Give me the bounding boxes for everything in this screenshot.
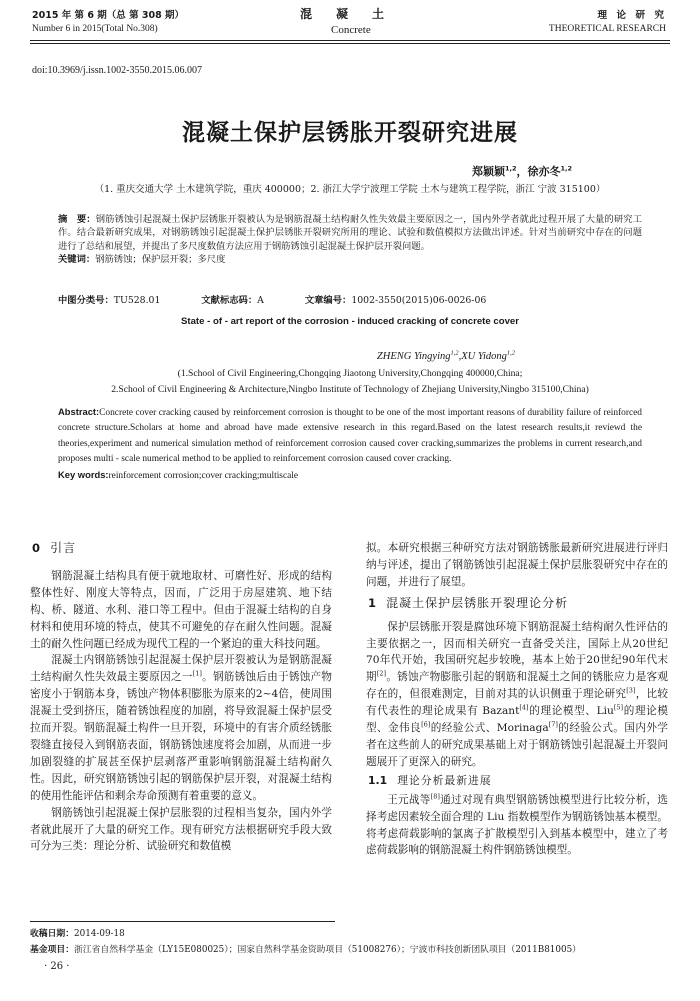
left-column bbox=[30, 540, 332, 855]
subsection-1-1-paragraph bbox=[366, 792, 668, 860]
author-1-affil: 1,2 bbox=[504, 164, 517, 173]
s11-text-a: 王元战等 bbox=[387, 793, 431, 806]
english-affiliation-1: (1.School of Civil Engineering,Chongqing Jiaotong University,Chongqing 400000,China; bbox=[177, 368, 523, 379]
section-1-title: 混凝土保护层锈胀开裂理论分析 bbox=[386, 595, 569, 610]
s1-text-f: 的经验公式、Morinaga bbox=[430, 722, 549, 735]
classification-row bbox=[58, 292, 486, 306]
abstract-cn bbox=[58, 213, 642, 266]
english-author-1-affil: 1,2 bbox=[450, 349, 459, 357]
abstract-cn-text: 钢筋锈蚀引起混凝土保护层锈胀开裂被认为是钢筋混凝土结构耐久性失效最主要原因之一，国内外学者就此过程开展了大量的研究工作。结合最新研究成果，对钢筋锈蚀引起混凝土保护层锈胀开裂研究所用的理论、试验和数值模拟方法做出评述。针对当前研究中存在的问题进行了总结和展望，并提出了多尺度数值方法应用于钢筋锈蚀引起混凝土保护层开裂问题。 bbox=[58, 214, 642, 252]
section-0-number: 0 bbox=[32, 541, 41, 555]
section-1-heading bbox=[368, 595, 668, 613]
ref-8: [8] bbox=[430, 792, 440, 801]
intro-paragraph-3: 钢筋锈蚀引起混凝土保护层胀裂的过程相当复杂，国内外学者就此展开了大量的研究工作。现有研究方法根据研究手段大致可分为三类：理论分析、试验研究和数值模 bbox=[30, 806, 332, 853]
author-separator: ， bbox=[516, 165, 528, 178]
ref-5: [5] bbox=[613, 703, 624, 712]
section-0-title: 引言 bbox=[50, 541, 77, 555]
english-abstract-label: Abstract: bbox=[58, 406, 100, 417]
abstract-cn-label: 摘 要： bbox=[58, 214, 96, 225]
intro-paragraph-1: 钢筋混凝土结构具有便于就地取材、可磨性好、形成的结构整体性好、刚度大等特点，因而，广泛用于房屋建筑、地下结构、桥、隧道、水利、港口等工程中。但由于混凝土结构的自身材料和使用环境的特点，使其不可避免的存在耐久性问题。混凝土的耐久性问题已经成为现代工程的一个紧迫的重大科技问题。 bbox=[30, 569, 332, 650]
header-rule-top bbox=[30, 40, 670, 41]
received-date bbox=[30, 926, 125, 939]
ref-2: [2] bbox=[376, 669, 387, 678]
column-name-cn: 理 论 研 究 bbox=[597, 10, 664, 21]
doc-code-value: A bbox=[257, 295, 264, 306]
english-title: State - of - art report of the corrosion - induced cracking of concrete cover bbox=[181, 316, 519, 327]
ref-1: [1] bbox=[192, 669, 202, 678]
funding-value: 浙江省自然科学基金（LY15E080025）；国家自然科学基金资助项目（51008276）；宁波市科技创新团队项目（2011B81005） bbox=[74, 945, 581, 955]
ref-3: [3] bbox=[626, 686, 636, 695]
header-rule-bottom bbox=[30, 43, 670, 44]
journal-issue-cn: 2015 年 第 6 期（总 第 308 期） bbox=[32, 10, 185, 21]
ref-7: [7] bbox=[548, 720, 558, 729]
english-keywords-label: Key words: bbox=[58, 469, 109, 481]
doi: doi:10.3969/j.issn.1002-3550.2015.06.007 bbox=[32, 65, 203, 76]
section-1-paragraph bbox=[366, 619, 668, 771]
author-2-affil: 1,2 bbox=[560, 164, 572, 173]
clc-label: 中图分类号： bbox=[58, 295, 114, 306]
intro-paragraph-2 bbox=[30, 652, 332, 804]
section-0-heading bbox=[32, 540, 332, 558]
journal-name-en: Concrete bbox=[331, 24, 371, 36]
english-affiliation-2: 2.School of Civil Engineering & Architecture,Ningbo Institute of Technology of Zhejiang University,Ningbo 315100,China) bbox=[111, 384, 589, 395]
s1-text-d: 的理论模型、Liu bbox=[528, 705, 614, 718]
ref-6: [6] bbox=[421, 720, 431, 729]
intro-p2-text-b: 。钢筋锈蚀后由于锈蚀产物密度小于钢筋本身，锈蚀产物体积膨胀为原来的2~4倍，使周围混凝土受到挤压，随着锈蚀程度的加剧，将导致混凝土保护层受拉而开裂。钢筋混凝土构件一旦开裂，环境中的有害介质经锈胀裂缝直接侵入到钢筋表面，钢筋锈蚀速度将会加剧，从而进一步加剧裂缝的扩展甚至保护层剥落严重影响钢筋混凝土结构耐久性。因此，研究钢筋锈蚀引起的钢筋保护层开裂，对混凝土结构的使用性能评估和剩余寿命预测有着重要的意义。 bbox=[30, 671, 332, 802]
doc-code-label: 文献标志码： bbox=[201, 295, 258, 306]
page-number: · 26 · bbox=[44, 961, 70, 972]
keywords-cn: 钢筋锈蚀；保护层开裂；多尺度 bbox=[95, 253, 226, 265]
affiliation: （1. 重庆交通大学 土木建筑学院，重庆 400000；2. 浙江大学宁波理工学院 土木与建筑工程学院，浙江 宁波 315100） bbox=[94, 184, 606, 195]
received-value: 2014-09-18 bbox=[74, 929, 125, 939]
keywords-cn-label: 关键词： bbox=[58, 253, 96, 265]
s1-text-a: 保护层锈胀开裂是腐蚀环境下钢筋混凝土结构耐久性评估的主要依据之一，因而相关研究一直备受关注，国际上从20世纪70年代开始，我国研究起步较晚，基本上始于20世纪90年代末期 bbox=[366, 620, 668, 684]
funding bbox=[30, 942, 581, 955]
english-author-2: XU Yidong bbox=[461, 351, 507, 362]
intro-p2-text-a: 混凝土内钢筋锈蚀引起混凝土保护层开裂被认为是钢筋混凝土结构耐久性失效最主要原因之一 bbox=[30, 654, 332, 684]
journal-name-cn: 混 凝 土 bbox=[300, 7, 385, 21]
author-2: 徐亦冬 bbox=[527, 165, 561, 178]
english-abstract-text: Concrete cover cracking caused by reinforcement corrosion is thought to be one of the most important reasons of durability failure of reinforced concrete structure.Scholars at home and abroad have made extensive research in this regard.Based on the latest research results,it reviewd the theories,experiment and numerical simulation method of reinforcement corrosion caused cover cracking,summarizes the problems in current research,and proposes multi - scale numerical method to be applied to reinforcement corrosion caused cover cracking. bbox=[58, 408, 642, 464]
s1-text-c: ，比较有代表性的理论成果有 Bazant bbox=[366, 688, 668, 718]
funding-label: 基金项目： bbox=[30, 945, 74, 955]
english-abstract bbox=[58, 404, 642, 484]
s1-text-e: 的理论模型、金伟良 bbox=[366, 705, 668, 735]
article-no-value: 1002-3550(2015)06-0026-06 bbox=[351, 295, 487, 306]
subsection-1-1-number: 1.1 bbox=[368, 773, 388, 787]
english-author-1: ZHENG Yingying bbox=[376, 351, 451, 362]
footnote-rule bbox=[30, 921, 335, 922]
s1-text-g: 的经验公式。国内外学者在这些前人的研究成果基础上对于钢筋锈蚀引起混凝土开裂问题展开了更深入的研究。 bbox=[366, 722, 669, 768]
subsection-1-1-heading bbox=[368, 773, 668, 790]
english-author-2-affil: 1,2 bbox=[506, 349, 515, 357]
authors bbox=[472, 163, 572, 179]
s11-text-b: 通过对现有典型钢筋锈蚀模型进行比较分析，选择考虑因素较全面合理的 Liu 指数模型作为钢筋锈蚀基本模型。将考虑荷载影响的氯离子扩散模型引入到基本模型中，建立了考虑荷载影响的钢筋混凝土构件钢筋锈蚀模型。 bbox=[366, 793, 669, 857]
column-name-en: THEORETICAL RESEARCH bbox=[548, 24, 666, 34]
english-keywords: reinforcement corrosion;cover cracking;multiscale bbox=[108, 471, 299, 482]
ref-4: [4] bbox=[519, 703, 529, 712]
received-label: 收稿日期： bbox=[30, 929, 74, 939]
paper-title: 混凝土保护层锈胀开裂研究进展 bbox=[182, 120, 518, 146]
s1-text-b: 。锈蚀产物膨胀引起的钢筋和混凝土之间的锈胀应力是客观存在的，但很难测定，目前对其的认识侧重于理论研究 bbox=[366, 671, 668, 701]
clc-value: TU528.01 bbox=[113, 295, 161, 306]
right-column bbox=[366, 540, 668, 859]
english-authors: ZHENG Yingying$^{1,2}$,XU Yidong$^{1,2}$ bbox=[376, 349, 515, 362]
section-1-number: 1 bbox=[368, 595, 377, 610]
article-no-label: 文章编号： bbox=[304, 295, 352, 306]
english-affiliation bbox=[0, 366, 700, 398]
journal-issue-en: Number 6 in 2015(Total No.308) bbox=[32, 24, 158, 34]
right-paragraph-0: 拟。本研究根据三种研究方法对钢筋锈胀最新研究进展进行评归纳与评述，提出了钢筋锈蚀引起混凝土保护层胀裂研究中存在的问题，并进行了展望。 bbox=[366, 542, 668, 588]
subsection-1-1-title: 理论分析最新进展 bbox=[397, 773, 492, 787]
author-1: 郑颖颖 bbox=[471, 165, 505, 178]
